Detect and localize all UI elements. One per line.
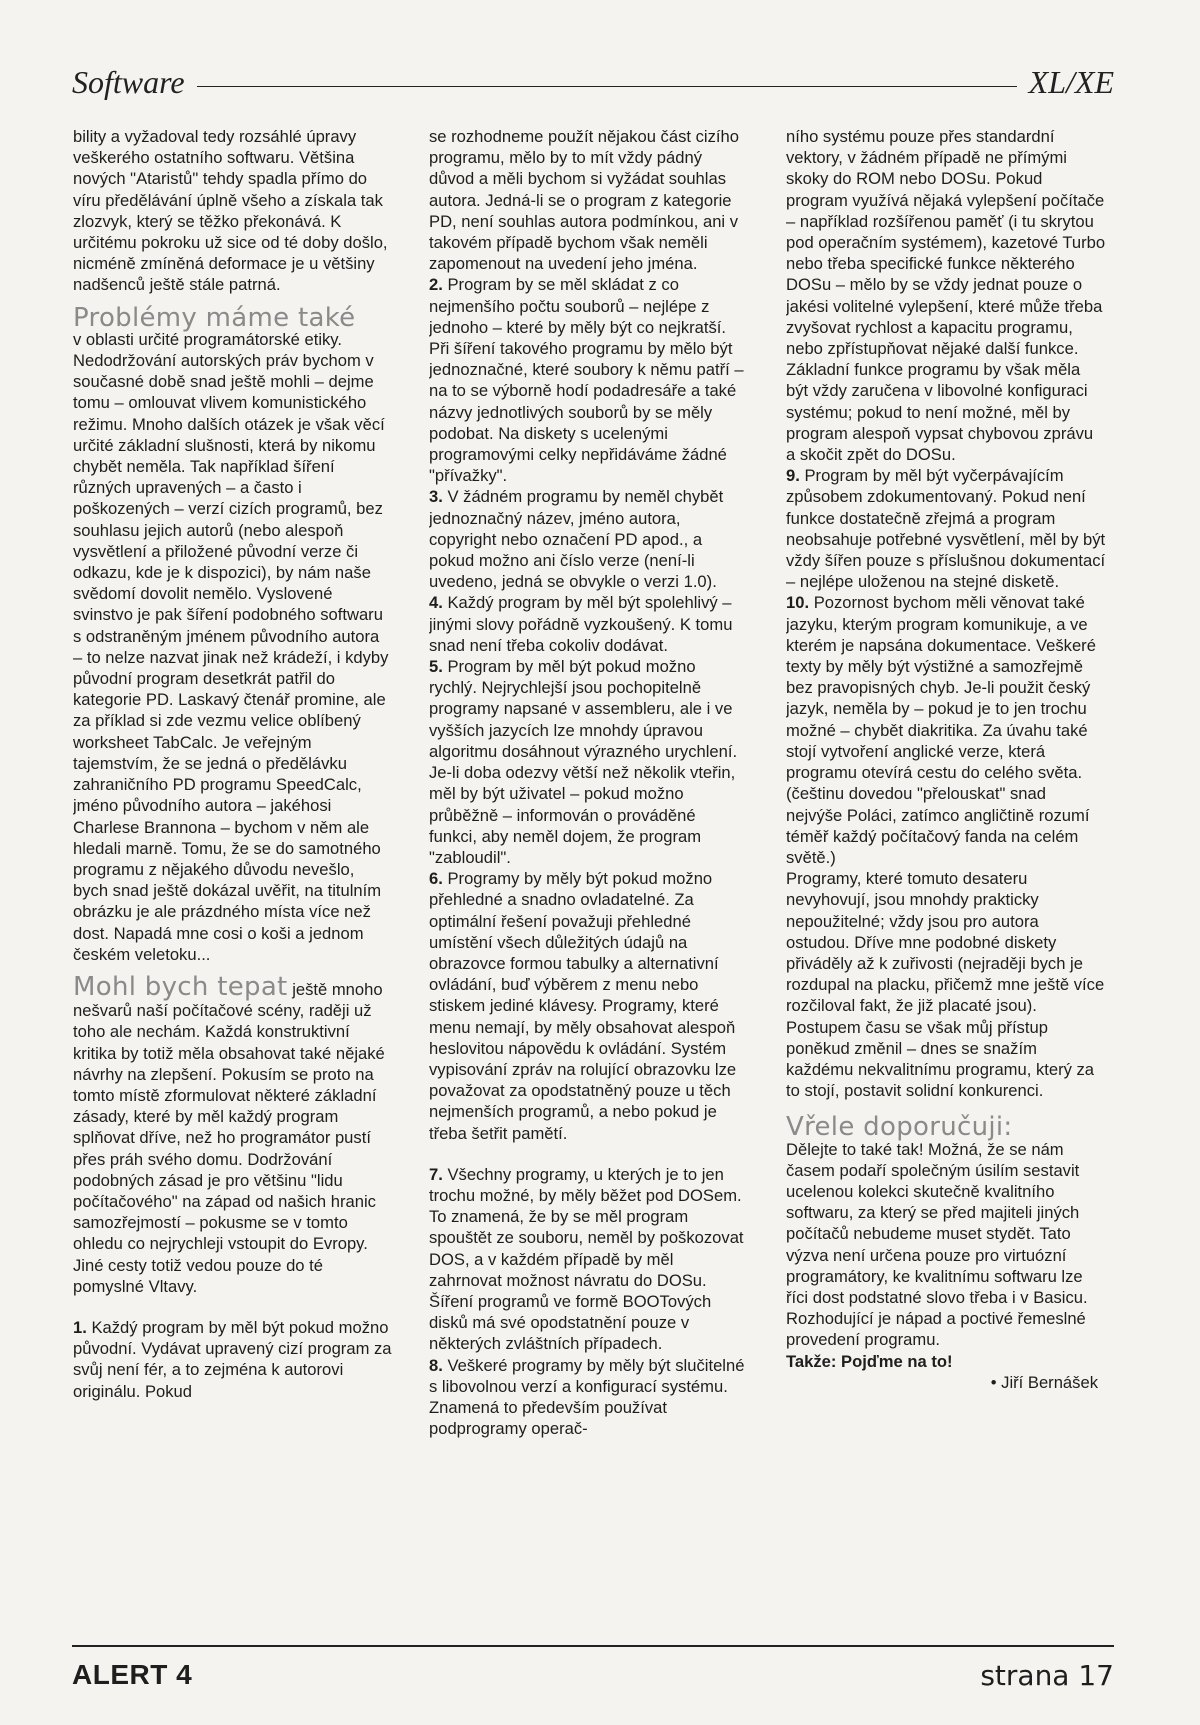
paragraph xyxy=(73,971,393,1297)
rule-text: Všechny programy, u kterých je to jen trochu možné, by měly běžet pod DOSem. To znamená, že by se měl program spouštět ze souboru, neměl by poškozovat DOS, a v každém případě by měl zahrnovat možnost návratu do DOSu. Šíření programů ve formě BOOTových disků má své opodstatnění pouze v některých zvláštních případech. xyxy=(429,1164,744,1354)
rule-number: 7. xyxy=(429,1164,443,1184)
rule-text: Program by se měl skládat z co nejmenšího počtu souborů – nejlépe z jednoho – které by měly být co nejkratší. Při šíření takového programu by mělo být jednoznačné, které soubory k němu patří – na to se výborně hodí podadresáře a také názvy jednotlivých souborů by se měly podobat. Na diskety s ucelenými programovými celky nepřidáváme žádné "přívažky". xyxy=(429,275,744,486)
rule-7 xyxy=(429,1164,747,1355)
paragraph: bility a vyžadoval tedy rozsáhlé úpravy veškerého ostatního softwaru. Většina nových "Ataristů" tehdy spadla přímo do víru předělávání úplně všeho a získala tak zlozvyk, který se těžko překonává. K určitému pokroku už sice od té doby došlo, nicméně zmíněná deformace je u většiny nadšenců ještě stále patrná. xyxy=(73,127,388,295)
page-footer xyxy=(72,1650,1114,1700)
rule-1 xyxy=(73,1317,393,1402)
page-header xyxy=(72,58,1114,106)
rule-text: V žádném programu by neměl chybět jednoznačný název, jméno autora, copyright nebo označení PD apod., a pokud možno ani číslo verze (není-li uvedeno, jedná se obvykle o verzi 1.0). xyxy=(429,487,724,592)
rule-number: 2. xyxy=(429,275,443,295)
paragraph: Programy, které tomuto desateru nevyhovují, jsou mnohdy prakticky nepoužitelné; vždy jsou pro autora ostudou. Dříve mne podobné diskety přiváděly až k zuřivosti (nejraději bych je rozdupal na placku, přičemž mne ještě více rozčiloval fakt, že již placaté jsou). Postupem času se však můj přístup poněkud změnil – dnes se snažím každému nekvalitnímu programu, který za to stojí, postavit solidní konkurenci. xyxy=(786,869,1105,1101)
rule-6 xyxy=(429,868,747,1144)
platform-label: XL/XE xyxy=(1028,63,1114,100)
closing-line: Takže: Pojďme na to! xyxy=(786,1351,953,1371)
magazine-issue: ALERT 4 xyxy=(72,1659,193,1690)
paragraph: se rozhodneme použít nějakou část cizího programu, mělo by to mít vždy pádný důvod a měli bychom si vyžádat souhlas autora. Jedná-li se o program z kategorie PD, není souhlas autora podmínkou, ani v takovém případě bychom však neměli zapomenout na uvedení jeho jména. xyxy=(429,127,739,274)
rule-text: Programy by měly být pokud možno přehledné a snadno ovladatelné. Za optimální řešení považuji přehledné umístění všech důležitých údajů na obrazovce formou tabulky a alternativní ovládání, buď výběrem z menu nebo stiskem jediné klávesy. Programy, které menu nemají, by měly obsahovat alespoň heslovitou nápovědu k ovládání. Systém vypisování zpráv na rolující obrazovku lze považovat za opodstatněný pouze u těch nejmenších programů, a nebo pokud je třeba šetřit pamětí. xyxy=(429,869,737,1143)
rule-8 xyxy=(429,1355,747,1440)
rule-5 xyxy=(429,656,747,868)
subheading: Problémy máme také xyxy=(73,302,356,333)
rule-text: Každý program by měl být pokud možno původní. Vydávat upravený cizí program za svůj není fér, a to zejména k autorovi originálu. Pokud xyxy=(73,1317,392,1401)
rule-number: 5. xyxy=(429,657,443,677)
section-label: Software xyxy=(72,63,185,100)
rule-10 xyxy=(786,592,1106,868)
rule-text: Každý program by měl být spolehlivý – jinými slovy pořádně vyzkoušený. K tomu snad není třeba cokoliv dodávat. xyxy=(429,593,733,655)
column-3 xyxy=(786,126,1106,1626)
column-1 xyxy=(73,126,393,1626)
rule-number: 9. xyxy=(786,466,800,486)
rule-2 xyxy=(429,274,747,486)
author-signature: • Jiří Bernášek xyxy=(990,1372,1098,1392)
paragraph: Dělejte to také tak! Možná, že se nám časem podaří společným úsilím sestavit ucelenou kolekci skutečně kvalitního softwaru, za který se před majiteli jiných počítačů nebudeme muset stydět. Tato výzva není určena pouze pro virtuózní programátory, ke kvalitnímu softwaru lze říci dost podstatné slovo třeba i v Basicu. Rozhodující je nápad a poctivé řemeslné provedení programu. xyxy=(786,1139,1088,1350)
rule-number: 4. xyxy=(429,593,443,613)
rule-number: 6. xyxy=(429,869,443,889)
rule-number: 1. xyxy=(73,1317,87,1337)
subheading: Mohl bych tepat xyxy=(73,971,288,1002)
rule-3 xyxy=(429,486,747,592)
spacer xyxy=(429,1144,747,1164)
rule-number: 3. xyxy=(429,487,443,507)
paragraph: v oblasti určité programátorské etiky. Nedodržování autorských práv bychom v současné době snad ještě mohli – dejme tomu – omlouvat vlivem komunistického režimu. Mnoho dalších otázek je však věcí určité základní slušnosti, která by nikomu chybět neměla. Tak například šíření různých upravených – a často i poškozených – verzí cizích programů, bez souhlasu jejich autorů (nebo alespoň vysvětlení a přiložené původní verze či odkazu, kde je k dispozici), by nám naše svědomí dovolit nemělo. Vyslovené svinstvo je pak šíření podobného softwaru s odstraněným jménem původního autora – to nelze nazvat jinak než krádeží, i kdyby původní program desetkrát patřil do kategorie PD. Laskavý čtenář promine, ale za příklad si zde vezmu velice oblíbený worksheet TabCalc. Je veřejným tajemstvím, že se jedná o předělávku zahraničního PD programu SpeedCalc, jméno původního autora – jakéhosi Charlese Brannona – bychom v něm ale hledali marně. Tomu, že se do samotného programu z nějakého důvodu nevešlo, bych snad ještě dokázal uvěřit, na titulním obrázku je ale prázdného místa více než dost. Napadá mne cosi o koši a jednom českém veletoku... xyxy=(73,329,389,964)
rule-9 xyxy=(786,465,1106,592)
rule-number: 10. xyxy=(786,593,810,613)
footer-rule xyxy=(72,1645,1114,1647)
header-rule xyxy=(197,86,1017,87)
rule-text: Pozornost bychom měli věnovat také jazyku, kterým program komunikuje, a ve kterém je napsána dokumentace. Veškeré texty by měly být výstižné a samozřejmě bez pravopisných chyb. Je-li použit český jazyk, neměla by – pokud je to jen trochu možné – chybět diakritika. Za úvahu také stojí vytvoření anglické verze, která programu otevírá cestu do celého světa. (češtinu dovedou "přelouskat" snad nejvýše Poláci, zatímco angličtině rozumí téměř každý počítačový fanda na celém světě.) xyxy=(786,593,1096,867)
paragraph-text: ještě mnoho nešvarů naší počítačové scény, raději už toho ale nechám. Každá konstruktivní kritika by totiž měla obsahovat také nějaké návrhy na zlepšení. Pokusím se proto na tomto místě zformulovat některé základní zásady, které by měl každý program splňovat dříve, než ho programátor pustí přes práh svého domu. Dodržování podobných zásad je pro většinu "lidu počítačového" na západ od našich hranic samozřejmostí – pokusme se v tomto ohledu co nejrychleji vstoupit do Evropy. Jiné cesty totiž vedou pouze do té pomyslné Vltavy. xyxy=(73,979,385,1296)
rule-text: Veškeré programy by měly být slučitelné s libovolnou verzí a konfigurací systému. Znamená to především používat podprogramy operač- xyxy=(429,1355,745,1439)
spacer xyxy=(73,1297,393,1317)
rule-text: Program by měl být pokud možno rychlý. Nejrychlejší jsou pochopitelně programy napsané v assembleru, ale i ve vyšších jazycích lze mnohdy úpravou algoritmu dosáhnout výrazného urychlení. Je-li doba odezvy větší než několik vteřin, měl by být uživatel – pokud možno průběžně – informován o prováděné funkci, aby neměl dojem, že program "zabloudil". xyxy=(429,657,738,867)
page-number: strana 17 xyxy=(980,1658,1114,1692)
column-2 xyxy=(429,126,747,1626)
subheading: Vřele doporučuji: xyxy=(786,1112,1013,1143)
rule-number: 8. xyxy=(429,1355,443,1375)
paragraph: ního systému pouze přes standardní vektory, v žádném případě ne přímými skoky do ROM nebo DOSu. Pokud program využívá nějaká vylepšení počítače – například rozšířenou paměť (i tu skrytou pod operačním systémem), kazetové Turbo nebo třeba specifické funkce některého DOSu – mělo by se vždy jednat pouze o jakési volitelné vylepšení, které může třeba zvyšovat rychlost a kapacitu programu, nebo zpřístupňovat nějaké další funkce. Základní funkce programu by však měla být vždy zaručena v libovolné konfiguraci systému; pokud to není možné, měl by program alespoň vypsat chybovou zprávu a skočit zpět do DOSu. xyxy=(786,127,1106,465)
rule-4 xyxy=(429,592,747,656)
rule-text: Program by měl být vyčerpávajícím způsobem zdokumentovaný. Pokud není funkce dostatečně zřejmá a program neobsahuje potřebné vysvětlení, měl by být vždy šířen pouze s příslušnou dokumentací – nejlépe uloženou na stejné disketě. xyxy=(786,466,1106,592)
